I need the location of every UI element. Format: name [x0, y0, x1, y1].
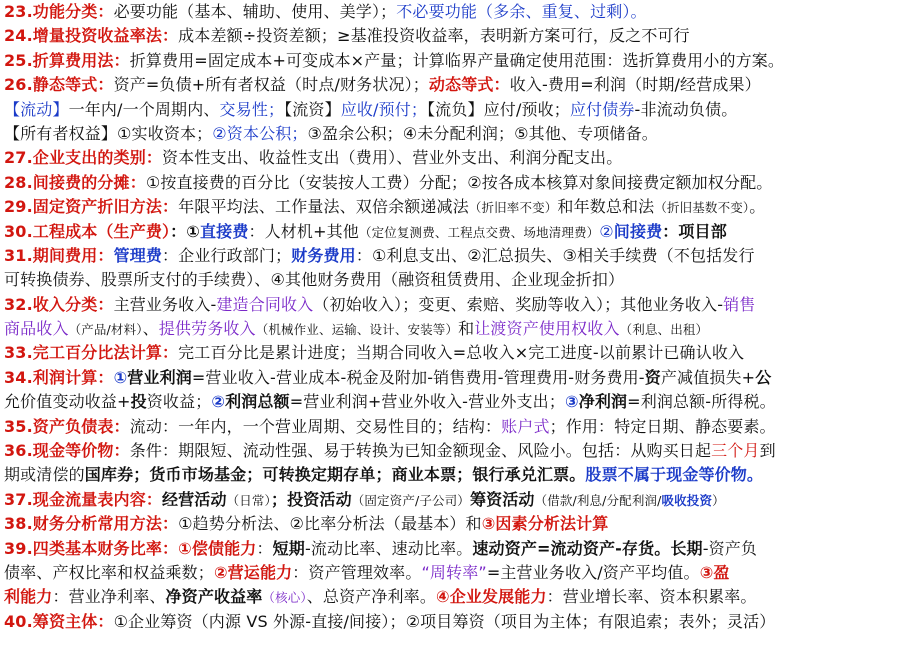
item-28: [4, 171, 912, 195]
item-30: [4, 220, 912, 244]
item-text: ②: [211, 392, 226, 412]
item-text: 必要功能（基本、辅助、使用、美学）；: [113, 2, 397, 21]
item-keyword: 吸收投资: [661, 492, 713, 508]
item-text: -流动比率、速动比率。: [304, 538, 473, 558]
item-note: （折旧率不变）: [468, 200, 558, 216]
item-keyword: 财务费用: [291, 245, 356, 265]
item-text: ：①利息支出、②汇总损失、③相关手续费（不包括发行: [355, 245, 755, 265]
item-text: 到: [759, 441, 776, 461]
item-text: 应付/预收；: [483, 99, 570, 119]
item-number: 40.: [4, 611, 33, 631]
item-text: 产减值损失+: [660, 367, 756, 387]
item-number: 31.: [4, 245, 33, 265]
item-title: 企业支出的类别：: [32, 148, 162, 168]
item-text: ②: [213, 562, 228, 582]
item-highlight: 三个月: [711, 441, 760, 461]
item-text: 流动：一年内，一个营业周期、交易性目的；结构：: [129, 416, 502, 436]
item-26-line-2: [4, 98, 912, 122]
item-note: （机械作业、运输、设计、安装等）: [255, 322, 459, 338]
item-39-line-2: [4, 561, 912, 585]
item-keyword: 资: [644, 367, 661, 387]
item-title: 增量投资收益率法：: [32, 26, 179, 46]
item-keyword: 国库券；货币市场基金；可转换定期存单；商业本票；银行承兑汇票。: [84, 465, 586, 485]
item-keyword: 直接费: [200, 221, 249, 241]
item-40: [4, 610, 912, 634]
item-text: 资收益；: [146, 392, 212, 412]
item-34-line-2: [4, 390, 912, 414]
item-keyword: ③因素分析法计算: [481, 514, 609, 534]
item-number: 36.: [4, 441, 33, 461]
item-title: 静态等式：: [32, 75, 114, 95]
item-text: ①: [178, 538, 192, 558]
item-number: 33.: [4, 343, 33, 363]
item-highlight: ②资本公积；: [212, 123, 308, 143]
item-title: 间接费的分摊：: [32, 172, 146, 192]
item-highlight: 商品收入: [4, 319, 69, 339]
item-number: 23.: [4, 2, 33, 21]
item-25: [4, 49, 912, 73]
item-keyword: 短期: [272, 538, 305, 558]
item-text: 和年数总和法: [557, 197, 655, 217]
item-29: [4, 195, 912, 219]
item-title: 利润计算：: [32, 367, 114, 387]
item-note: （利息、出租）: [619, 322, 709, 338]
item-title: 折算费用法：: [32, 50, 130, 70]
item-title: 固定资产折旧方法：: [32, 197, 179, 217]
item-text: 和: [458, 319, 475, 339]
item-number: 28.: [4, 172, 33, 192]
item-text: 、总资产净利率。: [306, 587, 436, 607]
item-27: [4, 146, 912, 170]
item-text: 完工百分比是累计进度；当期合同收入=总收入×完工进度-以前累计已确认收入: [178, 343, 745, 363]
item-38: [4, 512, 912, 536]
item-title: 收入分类：: [32, 294, 114, 314]
item-23: [4, 0, 912, 24]
item-note: （折旧基数不变）: [654, 200, 750, 216]
item-text: =营业利润+营业外收入-营业外支出；: [289, 392, 565, 412]
item-number: 38.: [4, 514, 33, 534]
item-text: -非流动负债。: [634, 99, 738, 119]
item-keyword: 长期: [670, 538, 703, 558]
item-text: ：人材机+其他: [248, 221, 359, 241]
item-highlight: 账户式: [501, 416, 550, 436]
item-keyword: 营运能力: [227, 562, 293, 582]
item-title: 期间费用：: [32, 245, 114, 265]
item-text: 一年内/一个周期内、: [68, 99, 220, 119]
item-number: 34.: [4, 367, 33, 387]
item-highlight: 不必要功能（多余、重复、过剩）。: [396, 2, 647, 21]
item-text: =营业收入-营业成本-税金及附加-销售费用-管理费用-财务费用-: [191, 367, 645, 387]
item-keyword: 企业发展能力: [449, 587, 547, 607]
item-text: ③: [564, 392, 579, 412]
item-text: ③: [699, 562, 714, 582]
item-text: ①企业筹资（内源 VS 外源-直接/间接）；②项目筹资（项目为主体；有限追索；表外；灵活）: [113, 611, 776, 631]
item-title: 完工百分比法计算：: [32, 343, 179, 363]
item-title: 四类基本财务比率：: [32, 538, 179, 558]
item-keyword: 速动资产=流动资产-存货。: [472, 538, 671, 558]
item-note: （借款/利息/分配利润/: [534, 492, 662, 508]
item-title-2: 动态等式：: [428, 75, 510, 95]
item-highlight: “周转率”: [421, 562, 487, 582]
item-text: -资产负: [702, 538, 758, 558]
item-31-line-2: [4, 268, 912, 292]
item-text: ②: [599, 221, 614, 241]
item-text: ：①: [170, 221, 201, 241]
item-number: 27.: [4, 148, 33, 168]
item-keyword: 经营活动: [162, 489, 227, 509]
item-keyword: 偿债能力: [191, 538, 257, 558]
item-number: 29.: [4, 197, 33, 217]
item-text: 成本差额÷投资差额；≥基准投资收益率，表明新方案可行，反之不可行: [178, 26, 690, 46]
item-text: ：营业增长率、资本积累率。: [546, 587, 757, 607]
item-35: [4, 415, 912, 439]
item-title: 现金等价物：: [32, 441, 130, 461]
item-26: [4, 73, 912, 97]
item-text: ①: [113, 367, 128, 387]
item-title: 财务分析常用方法：: [32, 514, 179, 534]
item-text: ①趋势分析法、②比率分析法（最基本）和: [178, 514, 482, 534]
item-text: 【流负】: [427, 99, 484, 119]
item-note: （日常）: [226, 492, 271, 508]
item-text: 折算费用=固定成本+可变成本×产量；计算临界产量确定使用范围：选折算费用小的方案。: [129, 50, 785, 70]
item-number: 25.: [4, 50, 33, 70]
item-31: [4, 244, 912, 268]
item-text: 期或清偿的: [4, 465, 85, 485]
item-title: 功能分类：: [32, 2, 114, 21]
item-number: 35.: [4, 416, 33, 436]
item-title: 工程成本（生产费）: [32, 221, 171, 241]
item-keyword: 营业利润: [127, 367, 192, 387]
item-title: 筹资主体：: [32, 611, 114, 631]
item-text: ④: [435, 587, 450, 607]
item-text: ：资产管理效率。: [292, 562, 422, 582]
item-text: 资产=负债+所有者权益（时点/财务状况）；: [113, 75, 429, 95]
item-text: 条件：期限短、流动性强、易于转换为已知金额现金、风险小。包括：从购买日起: [129, 441, 712, 461]
item-32-line-2: [4, 317, 912, 341]
item-keyword: 净资产收益率: [165, 587, 263, 607]
item-36-line-2: [4, 463, 912, 487]
item-text: 允价值变动收益+: [4, 392, 131, 412]
item-text: ：: [256, 538, 273, 558]
item-number: 32.: [4, 294, 33, 314]
item-keyword: 盈: [713, 562, 730, 582]
item-24: [4, 24, 912, 48]
item-37: [4, 488, 912, 512]
item-text: ③盈余公积；④未分配利润；⑤其他、专项储备。: [307, 123, 658, 143]
item-text: 主营业务收入-: [113, 294, 217, 314]
item-keyword: 净利润: [578, 392, 628, 412]
item-keyword: 筹资活动: [469, 489, 535, 509]
item-highlight: 建造合同收入: [216, 294, 314, 314]
item-highlight: 让渡资产使用权收入: [474, 319, 620, 339]
item-text: ；作用：特定日期、静态要素。: [549, 416, 776, 436]
item-text: ：企业行政部门；: [162, 245, 292, 265]
item-highlight: 提供劳务收入: [158, 319, 256, 339]
item-text: ：项目部: [662, 221, 727, 241]
item-text: 、: [142, 319, 159, 339]
item-text: 。: [749, 197, 766, 217]
item-note: （核心）: [262, 590, 307, 606]
item-text: =主营业务收入/资产平均值。: [486, 562, 700, 582]
item-32: [4, 293, 912, 317]
item-keyword: 利能力: [4, 587, 53, 607]
item-note: （定位复测费、工程点交费、场地清理费）: [358, 224, 600, 240]
item-title: 现金流量表内容：: [32, 489, 162, 509]
item-note: （产品/材料）: [68, 322, 143, 338]
item-text: 【所有者权益】①实收资本；: [4, 123, 213, 143]
item-text: 资本性支出、收益性支出（费用）、营业外支出、利润分配支出。: [162, 148, 623, 168]
item-36: [4, 439, 912, 463]
item-text: 可转换债券、股票所支付的手续费）、④其他财务费用（融资租赁费用、企业现金折扣）: [4, 270, 625, 290]
item-highlight: 应付债券: [569, 99, 635, 119]
item-number: 24.: [4, 26, 33, 46]
item-keyword: 管理费: [113, 245, 163, 265]
item-highlight: 【流动】: [4, 99, 69, 119]
item-text: ①按直接费的百分比（安装按人工费）分配；②按各成本核算对象间接费定额加权分配。: [145, 172, 773, 192]
item-33: [4, 341, 912, 365]
item-text: ：营业净利率、: [52, 587, 166, 607]
item-keyword: ；投资活动: [270, 489, 352, 509]
item-text: 债率、产权比率和权益乘数；: [4, 562, 214, 582]
item-keyword: 股票不属于现金等价物。: [585, 465, 764, 485]
item-highlight: 销售: [723, 294, 756, 314]
item-keyword: 投: [130, 392, 147, 412]
item-keyword: 利润总额: [225, 392, 290, 412]
item-text: 【流资】: [284, 99, 341, 119]
item-number: 30.: [4, 221, 33, 241]
item-keyword: 间接费: [613, 221, 663, 241]
item-34: [4, 366, 912, 390]
item-number: 26.: [4, 75, 33, 95]
item-highlight: 交易性；: [219, 99, 285, 119]
item-note: （固定资产/子公司）: [351, 492, 470, 508]
item-keyword: 公: [755, 367, 772, 387]
item-text: 收入-费用=利润（时期/经营成果）: [509, 75, 761, 95]
item-highlight: 应收/预付；: [340, 99, 428, 119]
item-text: =利润总额-所得税。: [627, 392, 776, 412]
item-text: 年限平均法、工作量法、双倍余额递减法: [178, 197, 469, 217]
item-39: [4, 537, 912, 561]
item-number: 37.: [4, 489, 33, 509]
item-26-line-3: [4, 122, 912, 146]
item-39-line-3: [4, 585, 912, 609]
item-note: ）: [712, 492, 725, 508]
item-title: 资产负债表：: [32, 416, 130, 436]
item-number: 39.: [4, 538, 33, 558]
item-text: （初始收入）；变更、索赔、奖励等收入）；其他业务收入-: [313, 294, 724, 314]
